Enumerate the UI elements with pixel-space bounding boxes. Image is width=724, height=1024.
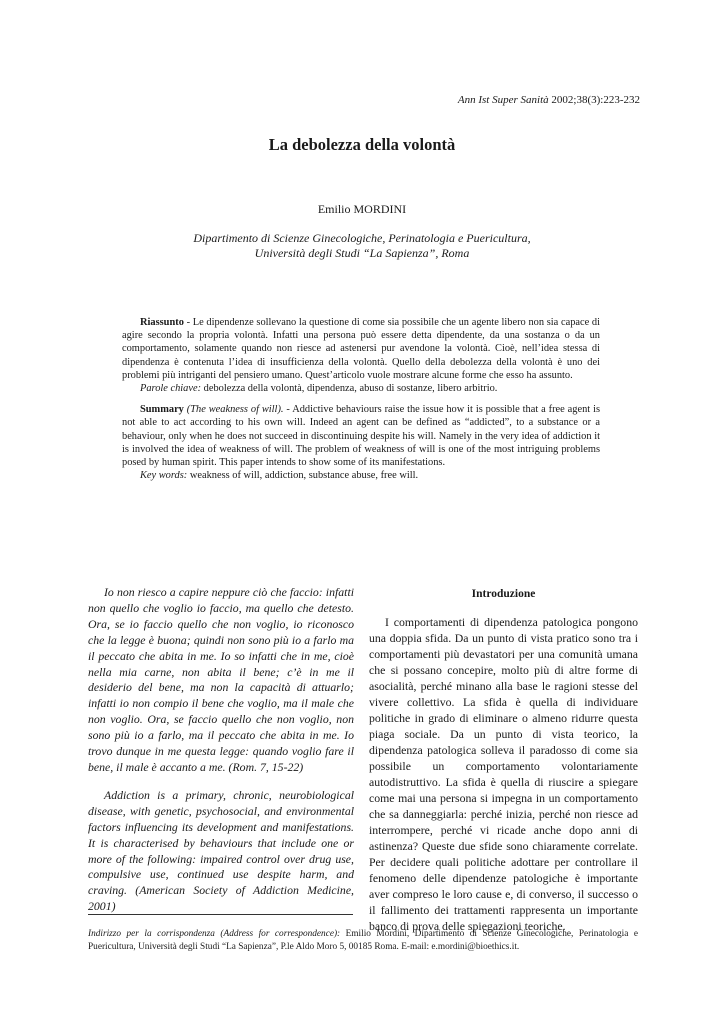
abstract-it-text: - Le dipendenze sollevano la questione di come sia possibile che un agente libero non sia capace di agire secondo la propria volontà. Infatti una persona può essere detta dipendente, da una sostanza o da un comportamento, solamente quando non riesce ad astenersi pur avendone la volontà. Cioè, nell’idea stessa di dipendenza è contenuta l’idea di insufficienza della volontà. Quello della debolezza della volontà è uno dei problemi più intriganti del pensiero umano. Quest’articolo vuole mostrare alcune forme che esso ha assunto. [122, 317, 600, 381]
affiliation-line-1: Dipartimento di Scienze Ginecologiche, Perinatologia e Puericultura, [193, 231, 531, 245]
keywords-it-label: Parole chiave: [140, 383, 202, 395]
epigraph-asam: Addiction is a primary, chronic, neurobiological disease, with genetic, psychosocial, and environmental factors influencing its development and manifestations. It is characterised by behaviours that include one or more of the following: impaired control over drug use, compulsive use, continued use despite harm, and craving. (American Society of Addiction Medicine, 2001) [88, 787, 354, 914]
abstract-block [122, 316, 600, 482]
footnote-text: Emilio Mordini, Dipartimento di Scienze Ginecologiche, Perinatologia e Puericultura, Università degli Studi “La Sapienza”, P.le Aldo Moro 5, 00185 Roma. E-mail: e.mordini@bioethics.it. [88, 929, 638, 952]
footnote-divider [88, 914, 353, 915]
journal-abbrev: Ann Ist Super Sanità [457, 94, 549, 106]
abstract-it-label: Riassunto [140, 317, 184, 328]
epigraph-column [88, 585, 354, 915]
abstract-italian [122, 316, 600, 382]
abstract-english [122, 403, 600, 469]
keywords-english [122, 469, 600, 482]
abstract-en-text: - Addictive behaviours raise the issue how it is possible that a free agent is not able to act according to his own will. Indeed an agent can be defined as “addicted”, to a substance or a behaviour, only when he does not succeed in discontinuing despite his will. Namely in the very idea of addiction it is involved the idea of weakness of will. The problem of weakness of will is one of the most intriguing problems posed by human spirit. This paper intends to show some of its manifestations. [122, 404, 600, 469]
abstract-en-title: (The weakness of will). [183, 404, 284, 416]
introduction-heading: Introduzione [471, 588, 536, 600]
introduction-section [369, 586, 638, 934]
keywords-en-text: weakness of will, addiction, substance abuse, free will. [187, 470, 419, 482]
article-title: La debolezza della volontà [268, 135, 456, 154]
epigraph-romans: Io non riesco a capire neppure ciò che faccio: infatti non quello che voglio io faccio, ma quello che detesto. Ora, se io faccio quello che non voglio, io riconosco che la legge è buona; quindi non sono più io a farlo ma il peccato che abita in me. Io so infatti che in me, cioè nella mia carne, non abita il bene; c’è in me il desiderio del bene, ma non la capacità di attuarlo; infatti io non compio il bene che voglio, ma il male che non voglio. Ora, se faccio quello che non voglio, non sono più io a farlo, ma il peccato che abita in me. Io trovo dunque in me questa legge: quando voglio fare il bene, il male è accanto a me. (Rom. 7, 15-22) [88, 585, 354, 774]
journal-citation [458, 94, 640, 106]
keywords-en-label: Key words: [140, 470, 188, 482]
abstract-en-label: Summary [140, 404, 184, 416]
footnote-label: Indirizzo per la corrispondenza (Address for correspondence): [88, 929, 341, 939]
author-affiliation [0, 231, 724, 261]
keywords-italian [122, 382, 600, 395]
affiliation-line-2: Università degli Studi “La Sapienza”, Roma [254, 246, 470, 260]
keywords-it-text: debolezza della volontà, dipendenza, abuso di sostanze, libero arbitrio. [201, 383, 498, 395]
journal-volume-pages: 2002;38(3):223-232 [551, 94, 640, 106]
author-name: Emilio MORDINI [317, 202, 407, 216]
correspondence-footnote [88, 928, 638, 953]
introduction-paragraph: I comportamenti di dipendenza patologica pongono una doppia sfida. Da un punto di vista pratico sono tra i comportamenti più devastatori per una comunità umana che si possano concepire, molto più di altre forme di asocialità, perché minano alla base le ragioni stesse del vivere collettivo. La sfida è quella di individuare politiche in grado di eliminare o almeno ridurre questa piaga sociale. Da un punto di vista teorico, la dipendenza patologica solleva il paradosso di come sia possibile un comportamento volontariamente autodistruttivo. La sfida è quella di riuscire a spiegare come mai una persona si impegna in un comportamento che sa danneggiarla: perché inizia, perché non riesce ad interrompere, perché vi ricade anche dopo anni di astinenza? Queste due sfide sono chiaramente correlate. Per decidere quali politiche adottare per controllare il fenomeno delle dipendenze patologiche è importante aver compreso le loro cause e, di converso, il successo o il fallimento dei trattamenti rappresenta un importante banco di prova delle spiegazioni teoriche. [369, 615, 638, 933]
